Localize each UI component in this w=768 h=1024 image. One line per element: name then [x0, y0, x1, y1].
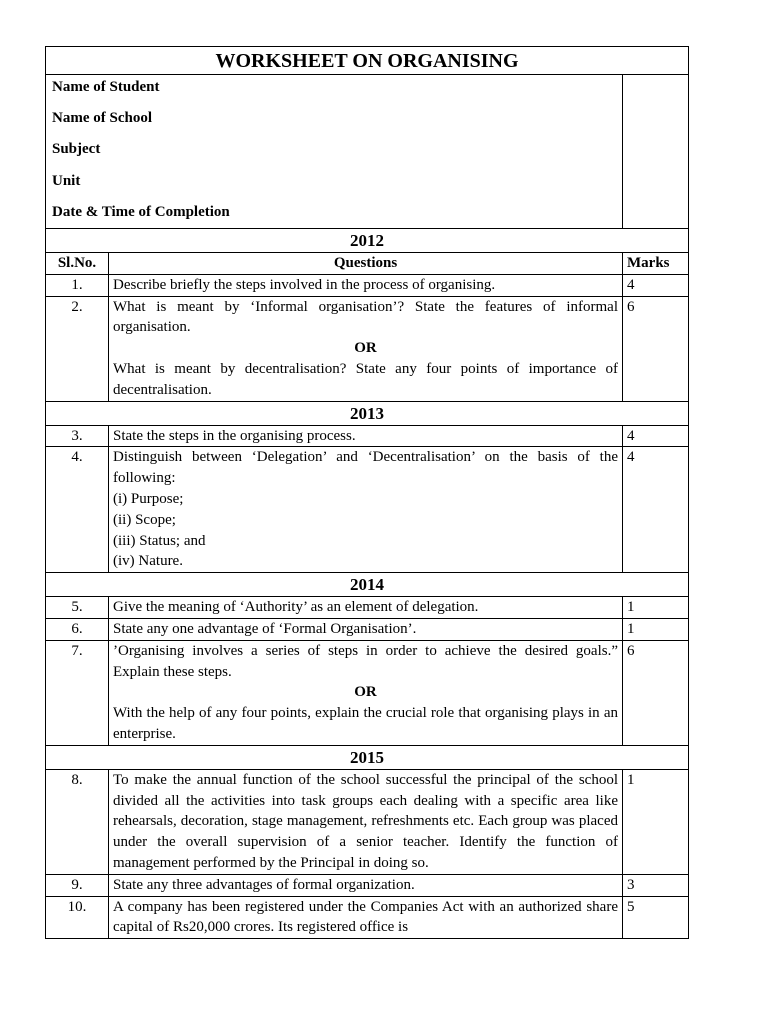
question-cell — [109, 597, 623, 619]
question-cell — [109, 618, 623, 640]
question-number: 6. — [46, 618, 109, 640]
question-cell — [109, 447, 623, 573]
question-row — [46, 447, 689, 573]
student-info-blank — [623, 75, 689, 229]
worksheet-body — [46, 47, 689, 939]
question-number: 10. — [46, 896, 109, 939]
question-text: A company has been registered under the Companies Act with an authorized share capital of Rs20,000 crores. Its registered office is — [113, 898, 618, 936]
info-label-school: Name of School — [52, 110, 152, 127]
question-number: 1. — [46, 274, 109, 296]
question-marks: 4 — [623, 425, 689, 447]
question-marks: 1 — [623, 597, 689, 619]
column-header-row — [46, 253, 689, 275]
question-sub-item: (ii) Scope; — [113, 511, 176, 528]
question-cell — [109, 640, 623, 745]
question-marks: 1 — [623, 769, 689, 874]
question-marks: 4 — [623, 274, 689, 296]
question-sub-item: (iv) Nature. — [113, 553, 183, 570]
year-heading: 2012 — [46, 229, 689, 253]
info-label-subject: Subject — [52, 141, 101, 158]
question-number: 3. — [46, 425, 109, 447]
question-marks: 4 — [623, 447, 689, 573]
question-marks: 6 — [623, 640, 689, 745]
info-label-unit: Unit — [52, 172, 81, 189]
question-number: 5. — [46, 597, 109, 619]
info-label-date: Date & Time of Completion — [52, 203, 230, 220]
question-row — [46, 274, 689, 296]
question-row — [46, 874, 689, 896]
student-info-labels — [46, 75, 623, 229]
question-sub-item: (iii) Status; and — [113, 532, 206, 549]
student-info-row — [46, 75, 689, 229]
year-row — [46, 229, 689, 253]
question-marks: 6 — [623, 296, 689, 401]
question-marks: 3 — [623, 874, 689, 896]
worksheet-table — [45, 46, 689, 939]
year-heading: 2013 — [46, 401, 689, 425]
year-row — [46, 573, 689, 597]
or-separator: OR — [354, 340, 377, 357]
question-cell — [109, 874, 623, 896]
question-row — [46, 618, 689, 640]
header-questions: Questions — [109, 253, 623, 275]
question-row — [46, 896, 689, 939]
question-row — [46, 640, 689, 745]
alternative-question-text: With the help of any four points, explain the crucial role that organising plays in an enterprise. — [113, 705, 618, 742]
question-text: State any three advantages of formal organization. — [113, 876, 415, 893]
info-label-student: Name of Student — [52, 79, 160, 95]
question-cell — [109, 425, 623, 447]
question-marks: 5 — [623, 896, 689, 939]
question-row — [46, 425, 689, 447]
year-row — [46, 745, 689, 769]
question-cell — [109, 274, 623, 296]
question-text: Distinguish between ‘Delegation’ and ‘Decentralisation’ on the basis of the following: — [113, 449, 618, 487]
question-number: 7. — [46, 640, 109, 745]
question-number: 2. — [46, 296, 109, 401]
question-marks: 1 — [623, 618, 689, 640]
year-heading: 2015 — [46, 745, 689, 769]
worksheet-title: WORKSHEET ON ORGANISING — [46, 47, 689, 75]
alternative-question-text: What is meant by decentralisation? State any four points of importance of decentralisation. — [113, 361, 618, 398]
year-heading: 2014 — [46, 573, 689, 597]
year-row — [46, 401, 689, 425]
question-cell — [109, 769, 623, 874]
question-number: 8. — [46, 769, 109, 874]
header-marks: Marks — [623, 253, 689, 275]
question-text: ’Organising involves a series of steps in order to achieve the desired goals.” Explain these steps. — [113, 642, 618, 680]
question-text: Give the meaning of ‘Authority’ as an element of delegation. — [113, 599, 479, 616]
question-row — [46, 296, 689, 401]
question-sub-item: (i) Purpose; — [113, 490, 184, 507]
question-number: 4. — [46, 447, 109, 573]
question-cell — [109, 296, 623, 401]
header-sl-no: Sl.No. — [46, 253, 109, 275]
question-text: State any one advantage of ‘Formal Organisation’. — [113, 620, 417, 637]
or-separator: OR — [354, 684, 377, 701]
question-cell — [109, 896, 623, 939]
question-row — [46, 769, 689, 874]
question-text: Describe briefly the steps involved in the process of organising. — [113, 276, 496, 293]
question-text: What is meant by ‘Informal organisation’? State the features of informal organisation. — [113, 298, 618, 336]
question-row — [46, 597, 689, 619]
question-text: State the steps in the organising process. — [113, 427, 356, 444]
question-text: To make the annual function of the school successful the principal of the school divided all the activities into task groups each dealing with a specific area like rehearsals, decoration, stage management, refreshments etc. Each group was placed under the overall supervision of a senior teacher. Identify the function of management performed by the Principal in doing so. — [113, 771, 618, 871]
title-row — [46, 47, 689, 75]
question-number: 9. — [46, 874, 109, 896]
